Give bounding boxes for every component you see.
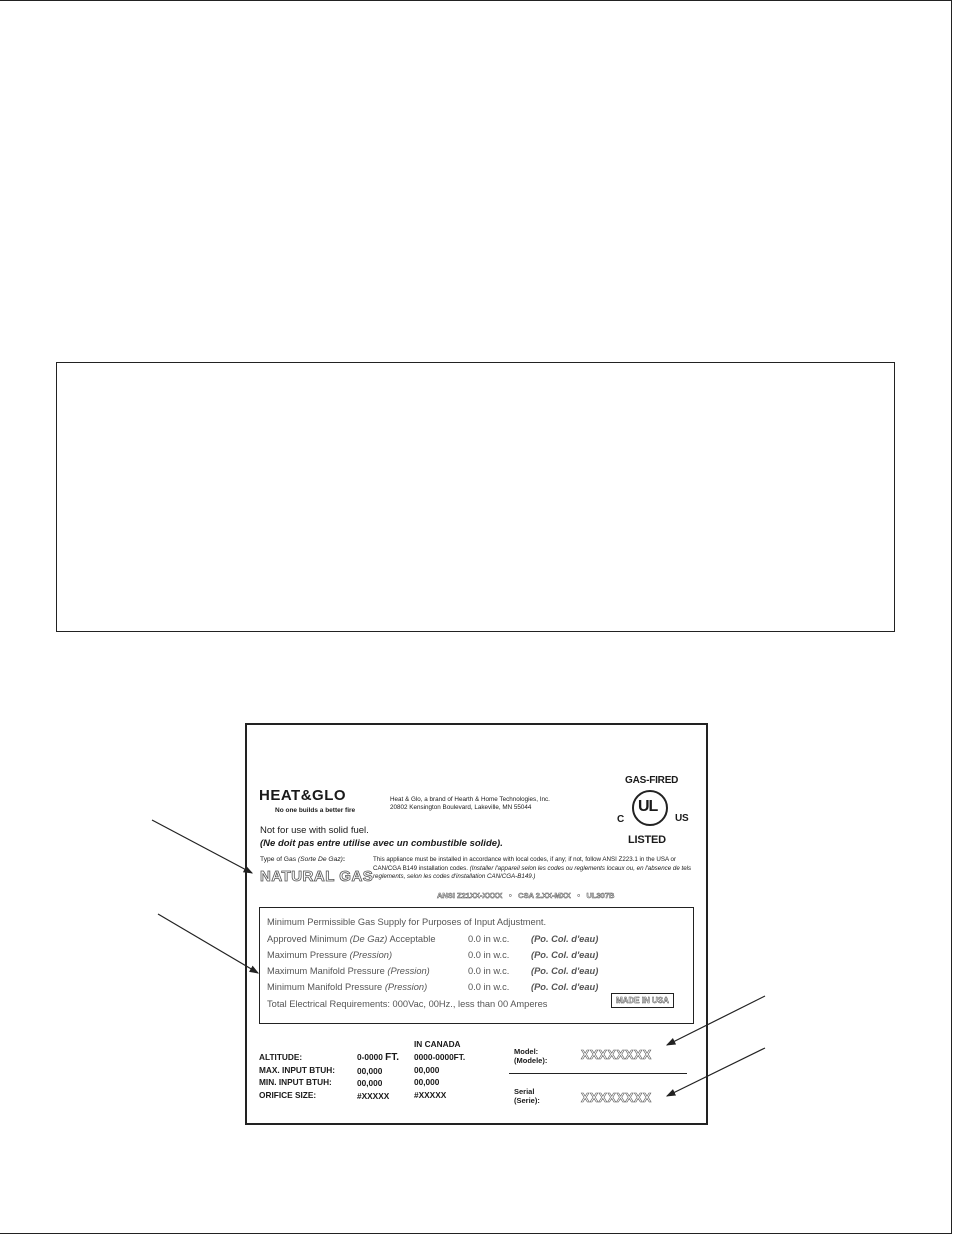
serial-number: XXXXXXXX bbox=[581, 1091, 652, 1105]
gas-type-label: Type of Gas (Sorte De Gaz): bbox=[260, 856, 346, 863]
serial-label: Serial (Serie): bbox=[514, 1087, 540, 1105]
company-address bbox=[390, 796, 550, 812]
supply-row: Maximum Pressure (Pression) bbox=[267, 950, 393, 960]
supply-unit-fr: (Po. Col. d'eau) bbox=[531, 934, 599, 944]
brand-tagline: No one builds a better fire bbox=[275, 807, 356, 814]
installation-codes: This appliance must be installed in accordance with local codes, if any; if not, follow ANSI Z223.1 in the USA or CAN/CGA B149 installation codes. (Installer l'appareil selon les codes ou reglements locaux ou, en l'absence de tels reglements, selon les codes d'installation CAN/CGA-B149.) bbox=[373, 856, 692, 880]
model-number: XXXXXXXX bbox=[581, 1048, 652, 1062]
company-name: Heat & Glo, a brand of Hearth & Home Technologies, Inc. bbox=[390, 796, 550, 803]
ul-listed: LISTED bbox=[628, 834, 666, 846]
supply-row: Maximum Manifold Pressure (Pression) bbox=[267, 966, 430, 976]
supply-value: 0.0 in w.c. bbox=[468, 934, 510, 944]
spec-us-max-input: 00,000 bbox=[357, 1065, 383, 1076]
supply-value: 0.0 in w.c. bbox=[468, 966, 510, 976]
spec-labels bbox=[259, 1051, 335, 1101]
in-canada-heading: IN CANADA bbox=[414, 1039, 461, 1049]
supply-title: Minimum Permissible Gas Supply for Purposes of Input Adjustment. bbox=[267, 917, 547, 927]
supply-row: Minimum Manifold Pressure (Pression) bbox=[267, 982, 428, 992]
spec-label-altitude: ALTITUDE: bbox=[259, 1052, 303, 1062]
gas-supply-box bbox=[259, 907, 694, 1024]
spec-us-values bbox=[357, 1051, 399, 1102]
ul-listing-mark bbox=[617, 775, 697, 855]
supply-unit-fr: (Po. Col. d'eau) bbox=[531, 950, 599, 960]
model-label: Model: (Modele): bbox=[514, 1047, 548, 1065]
spec-ca-altitude: 0000-0000FT. bbox=[414, 1052, 466, 1062]
spec-us-altitude: 0-0000 bbox=[357, 1052, 383, 1062]
supply-value: 0.0 in w.c. bbox=[468, 950, 510, 960]
spec-ca-min-input: 00,000 bbox=[414, 1077, 440, 1087]
brand-logo: HEAT&GLO bbox=[259, 787, 347, 804]
standard-ul: UL307B bbox=[586, 891, 615, 900]
standard-ansi: ANSI Z21XX-XXXX bbox=[437, 891, 503, 900]
rating-plate bbox=[245, 723, 708, 1125]
model-serial-divider bbox=[509, 1073, 687, 1074]
arrow-supply-box bbox=[158, 914, 258, 973]
solid-fuel-fr: (Ne doit pas entre utilise avec un combustible solide). bbox=[260, 838, 503, 849]
standard-csa: CSA 2.XX-MXX bbox=[518, 891, 571, 900]
spec-us-altitude-unit: FT. bbox=[385, 1052, 400, 1063]
supply-value: 0.0 in w.c. bbox=[468, 982, 510, 992]
standards-line: ANSI Z21XX-XXXX • CSA 2.XX-MXX • UL307B bbox=[437, 891, 615, 900]
made-in-usa-badge: MADE IN USA bbox=[611, 993, 674, 1008]
ul-c: C bbox=[617, 814, 625, 825]
solid-fuel-en: Not for use with solid fuel. bbox=[260, 825, 369, 836]
spec-label-orifice: ORIFICE SIZE: bbox=[259, 1089, 317, 1100]
spec-canada-values bbox=[414, 1051, 465, 1101]
supply-unit-fr: (Po. Col. d'eau) bbox=[531, 982, 599, 992]
supply-unit-fr: (Po. Col. d'eau) bbox=[531, 966, 599, 976]
gas-type-value: NATURAL GAS bbox=[260, 868, 374, 885]
spec-ca-orifice: #XXXXX bbox=[414, 1089, 447, 1100]
electrical-requirements: Total Electrical Requirements: 000Vac, 00Hz., less than 00 Amperes bbox=[267, 999, 548, 1009]
arrow-gas-type bbox=[152, 820, 252, 873]
ul-gas-fired: GAS-FIRED bbox=[625, 775, 679, 786]
spec-us-min-input: 00,000 bbox=[357, 1078, 383, 1088]
spec-us-orifice: #XXXXX bbox=[357, 1090, 390, 1101]
ul-letters: UL bbox=[638, 798, 658, 815]
spec-ca-max-input: 00,000 bbox=[414, 1064, 440, 1075]
spec-label-max-input: MAX. INPUT BTUH: bbox=[259, 1064, 336, 1075]
supply-row: Approved Minimum (De Gaz) Acceptable bbox=[267, 934, 436, 944]
solid-fuel-warning bbox=[260, 824, 503, 850]
ul-us: US bbox=[675, 813, 689, 824]
company-street: 20802 Kensington Boulevard, Lakeville, MN 55044 bbox=[390, 804, 532, 811]
spec-label-min-input: MIN. INPUT BTUH: bbox=[259, 1077, 332, 1087]
